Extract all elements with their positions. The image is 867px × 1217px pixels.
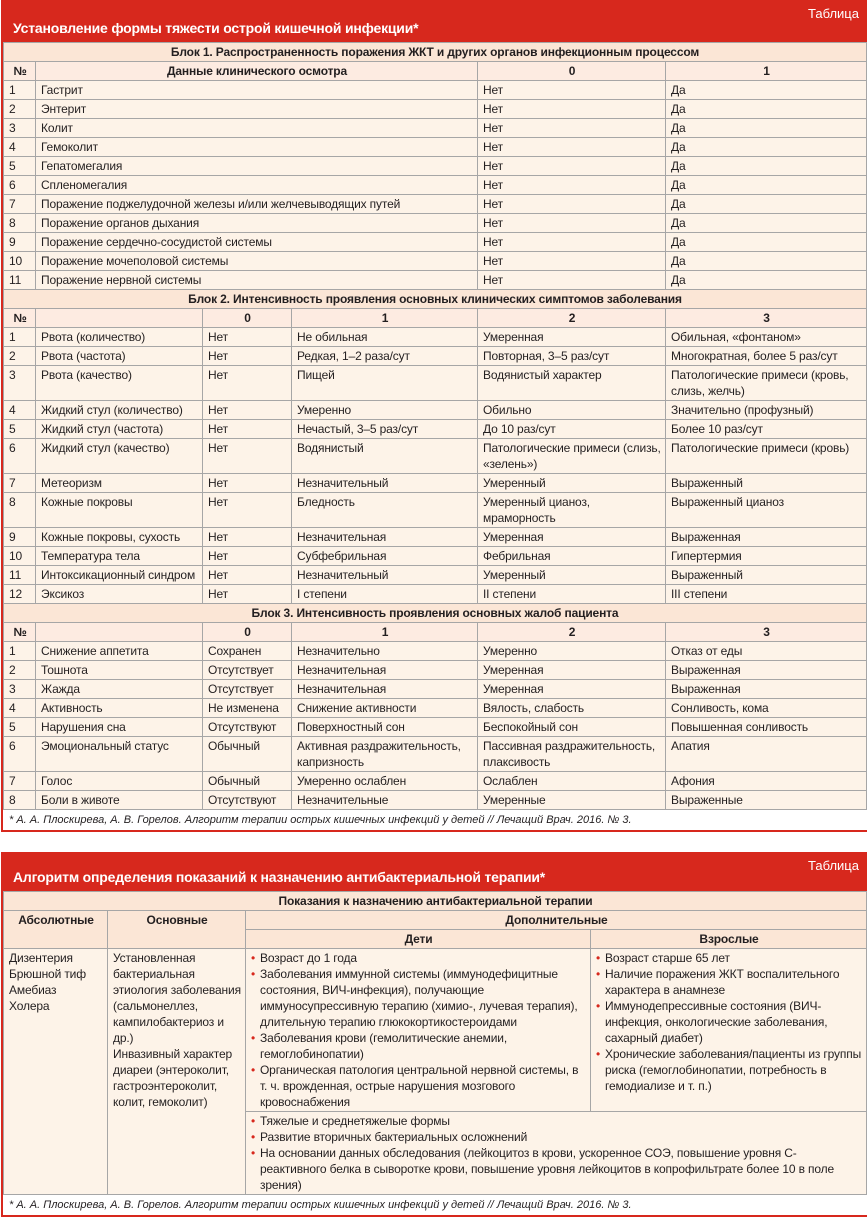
row-value-1: Да	[666, 195, 867, 214]
row-number: 11	[4, 566, 36, 585]
table-row	[4, 119, 867, 138]
table-row	[4, 420, 867, 439]
row-value-0: Нет	[478, 100, 666, 119]
row-value-0: Нет	[478, 233, 666, 252]
row-symptom: Боли в животе	[36, 791, 203, 810]
severity-footnote: * А. А. Плоскирева, А. В. Горелов. Алгоритм терапии острых кишечных инфекций у детей // Лечащий Врач. 2016. № 3.	[3, 810, 867, 830]
row-score-3: Афония	[666, 772, 867, 791]
table-row	[4, 493, 867, 528]
row-number: 6	[4, 439, 36, 474]
row-score-1: I степени	[292, 585, 478, 604]
row-number: 1	[4, 81, 36, 100]
table-row	[4, 138, 867, 157]
row-number: 8	[4, 493, 36, 528]
row-number: 11	[4, 271, 36, 290]
children-indication-item: • Заболевания иммунной системы (иммунодефицитные состояния, ВИЧ-инфекция), получающие иммуносупрессивную терапию (химио-, лучевая терапия), длительную терапию глюкокортикостероидами	[251, 966, 586, 1030]
row-score-3: Выраженная	[666, 680, 867, 699]
row-finding: Гемоколит	[36, 138, 478, 157]
table-row	[4, 547, 867, 566]
table-label: Таблица	[808, 6, 859, 21]
row-symptom: Активность	[36, 699, 203, 718]
row-symptom: Эмоциональный статус	[36, 737, 203, 772]
row-score-2: Повторная, 3–5 раз/сут	[478, 347, 666, 366]
table-row	[4, 642, 867, 661]
common-indication-item: • Развитие вторичных бактериальных осложнений	[251, 1129, 862, 1145]
row-score-3: Патологические примеси (кровь, слизь, желчь)	[666, 366, 867, 401]
row-finding: Поражение органов дыхания	[36, 214, 478, 233]
row-score-1: Умеренно ослаблен	[292, 772, 478, 791]
table-row	[4, 328, 867, 347]
children-column-header: Дети	[246, 930, 591, 949]
block1-header-exam: Данные клинического осмотра	[36, 62, 478, 81]
table-row	[4, 528, 867, 547]
row-score-2: Ослаблен	[478, 772, 666, 791]
block1-header-num: №	[4, 62, 36, 81]
row-finding: Поражение поджелудочной железы и/или желчевыводящих путей	[36, 195, 478, 214]
row-score-2: Вялость, слабость	[478, 699, 666, 718]
absolute-indications: Дизентерия Брюшной тиф Амебиаз Холера	[4, 949, 108, 1195]
table-row	[4, 157, 867, 176]
table-row	[4, 699, 867, 718]
block2-header-4: 2	[478, 309, 666, 328]
adult-indication-item: • Хронические заболевания/пациенты из группы риска (гемоглобинопатии, потребность в гемодиализе и т. п.)	[596, 1046, 862, 1094]
block3-header-5: 3	[666, 623, 867, 642]
row-symptom: Интоксикационный синдром	[36, 566, 203, 585]
row-symptom: Рвота (качество)	[36, 366, 203, 401]
adults-indications	[591, 949, 867, 1112]
row-finding: Поражение сердечно-сосудистой системы	[36, 233, 478, 252]
row-score-1: Незначительная	[292, 680, 478, 699]
table-row	[4, 252, 867, 271]
row-finding: Поражение мочеполовой системы	[36, 252, 478, 271]
row-value-1: Да	[666, 100, 867, 119]
table-row	[4, 214, 867, 233]
row-score-0: Отсутствуют	[203, 791, 292, 810]
row-value-1: Да	[666, 81, 867, 100]
table-row	[4, 791, 867, 810]
table-row	[4, 474, 867, 493]
block3-header-3: 1	[292, 623, 478, 642]
row-score-2: Патологические примеси (слизь, «зелень»)	[478, 439, 666, 474]
row-score-1: Пищей	[292, 366, 478, 401]
row-score-2: Умеренно	[478, 642, 666, 661]
row-value-0: Нет	[478, 195, 666, 214]
row-number: 9	[4, 528, 36, 547]
row-number: 1	[4, 328, 36, 347]
block2-title: Блок 2. Интенсивность проявления основных клинических симптомов заболевания	[4, 290, 867, 309]
row-score-0: Нет	[203, 420, 292, 439]
row-symptom: Жидкий стул (количество)	[36, 401, 203, 420]
row-score-2: До 10 раз/сут	[478, 420, 666, 439]
row-score-3: Более 10 раз/сут	[666, 420, 867, 439]
row-score-0: Отсутствует	[203, 661, 292, 680]
row-finding: Колит	[36, 119, 478, 138]
block2-header-3: 1	[292, 309, 478, 328]
severity-table	[1, 0, 867, 832]
row-value-1: Да	[666, 233, 867, 252]
table-row	[4, 737, 867, 772]
adult-indication-item: • Иммунодепрессивные состояния (ВИЧ-инфекция, онкологические заболевания, сахарный диабет)	[596, 998, 862, 1046]
row-score-3: Гипертермия	[666, 547, 867, 566]
indications-header: Показания к назначению антибактериальной терапии	[4, 892, 867, 911]
row-number: 10	[4, 252, 36, 271]
row-symptom: Нарушения сна	[36, 718, 203, 737]
row-value-0: Нет	[478, 138, 666, 157]
severity-grid	[3, 42, 867, 810]
additional-column-header: Дополнительные	[246, 911, 867, 930]
row-score-0: Нет	[203, 474, 292, 493]
row-score-3: Выраженная	[666, 528, 867, 547]
row-value-1: Да	[666, 176, 867, 195]
row-score-2: Умеренная	[478, 528, 666, 547]
block3-header-0: №	[4, 623, 36, 642]
row-symptom: Метеоризм	[36, 474, 203, 493]
row-symptom: Тошнота	[36, 661, 203, 680]
row-score-3: Выраженные	[666, 791, 867, 810]
row-number: 8	[4, 791, 36, 810]
row-number: 6	[4, 737, 36, 772]
row-score-0: Отсутствует	[203, 680, 292, 699]
row-score-0: Нет	[203, 401, 292, 420]
row-symptom: Снижение аппетита	[36, 642, 203, 661]
table-row	[4, 439, 867, 474]
table-row	[4, 100, 867, 119]
row-number: 5	[4, 157, 36, 176]
row-number: 5	[4, 420, 36, 439]
row-value-0: Нет	[478, 176, 666, 195]
row-number: 7	[4, 474, 36, 493]
row-score-2: Водянистый характер	[478, 366, 666, 401]
table-row	[4, 680, 867, 699]
block1-title-row	[4, 43, 867, 62]
row-finding: Гепатомегалия	[36, 157, 478, 176]
row-score-3: Сонливость, кома	[666, 699, 867, 718]
antibiotic-footnote: * А. А. Плоскирева, А. В. Горелов. Алгоритм терапии острых кишечных инфекций у детей // Лечащий Врач. 2016. № 3.	[3, 1195, 867, 1215]
row-score-3: Патологические примеси (кровь)	[666, 439, 867, 474]
adult-indication-item: • Наличие поражения ЖКТ воспалительного характера в анамнезе	[596, 966, 862, 998]
row-number: 4	[4, 699, 36, 718]
row-number: 8	[4, 214, 36, 233]
row-score-1: Субфебрильная	[292, 547, 478, 566]
row-number: 3	[4, 119, 36, 138]
row-score-0: Нет	[203, 528, 292, 547]
row-finding: Спленомегалия	[36, 176, 478, 195]
row-number: 7	[4, 195, 36, 214]
row-number: 2	[4, 347, 36, 366]
row-score-0: Нет	[203, 493, 292, 528]
row-score-1: Незначительные	[292, 791, 478, 810]
row-symptom: Голос	[36, 772, 203, 791]
row-score-0: Нет	[203, 566, 292, 585]
table-row	[4, 772, 867, 791]
block1-header-1: 1	[666, 62, 867, 81]
children-indications	[246, 949, 591, 1112]
row-score-1: Умеренно	[292, 401, 478, 420]
row-score-1: Активная раздражительность, капризность	[292, 737, 478, 772]
row-score-2: Фебрильная	[478, 547, 666, 566]
adult-indication-item: • Возраст старше 65 лет	[596, 950, 862, 966]
row-score-3: Отказ от еды	[666, 642, 867, 661]
antibiotic-table-title-bar	[3, 854, 867, 891]
row-score-0: Не изменена	[203, 699, 292, 718]
row-score-1: Незначительная	[292, 661, 478, 680]
row-score-0: Отсутствуют	[203, 718, 292, 737]
main-column-header: Основные	[108, 911, 246, 949]
row-finding: Поражение нервной системы	[36, 271, 478, 290]
row-score-1: Незначительно	[292, 642, 478, 661]
table-row	[4, 176, 867, 195]
row-score-3: Выраженный цианоз	[666, 493, 867, 528]
row-number: 12	[4, 585, 36, 604]
table-row	[4, 195, 867, 214]
row-score-3: Выраженный	[666, 474, 867, 493]
block1-title: Блок 1. Распространенность поражения ЖКТ и других органов инфекционным процессом	[4, 43, 867, 62]
block2-header-2: 0	[203, 309, 292, 328]
row-value-1: Да	[666, 138, 867, 157]
block3-title: Блок 3. Интенсивность проявления основных жалоб пациента	[4, 604, 867, 623]
antibiotic-table-title: Алгоритм определения показаний к назначению антибактериальной терапии*	[13, 869, 546, 885]
row-score-0: Нет	[203, 439, 292, 474]
row-score-1: Снижение активности	[292, 699, 478, 718]
row-score-2: Умеренный цианоз, мраморность	[478, 493, 666, 528]
row-score-3: Значительно (профузный)	[666, 401, 867, 420]
row-score-1: Незначительный	[292, 566, 478, 585]
row-finding: Гастрит	[36, 81, 478, 100]
table-row	[4, 661, 867, 680]
row-score-0: Нет	[203, 547, 292, 566]
row-symptom: Жажда	[36, 680, 203, 699]
row-number: 5	[4, 718, 36, 737]
table-row	[4, 566, 867, 585]
row-score-1: Незначительная	[292, 528, 478, 547]
row-score-1: Редкая, 1–2 раза/сут	[292, 347, 478, 366]
block3-header-1	[36, 623, 203, 642]
table-label: Таблица	[808, 858, 859, 873]
row-score-0: Обычный	[203, 772, 292, 791]
block3-header-4: 2	[478, 623, 666, 642]
row-score-0: Нет	[203, 328, 292, 347]
row-value-0: Нет	[478, 252, 666, 271]
antibiotic-grid	[3, 891, 867, 1195]
row-symptom: Рвота (частота)	[36, 347, 203, 366]
row-score-1: Незначительный	[292, 474, 478, 493]
row-value-0: Нет	[478, 271, 666, 290]
block1-header-0: 0	[478, 62, 666, 81]
row-score-1: Не обильная	[292, 328, 478, 347]
row-number: 3	[4, 366, 36, 401]
common-indication-item: • На основании данных обследования (лейкоцитоз в крови, ускоренное СОЭ, повышение уровня С-реактивного белка в сыворотке крови, повышение уровня лейкоцитов в копрофильтрате более 10 в поле зрения)	[251, 1145, 862, 1193]
row-value-1: Да	[666, 252, 867, 271]
row-number: 4	[4, 138, 36, 157]
row-value-1: Да	[666, 214, 867, 233]
row-value-1: Да	[666, 271, 867, 290]
row-symptom: Температура тела	[36, 547, 203, 566]
row-score-2: Беспокойный сон	[478, 718, 666, 737]
row-score-2: Пассивная раздражительность, плаксивость	[478, 737, 666, 772]
table-row	[4, 81, 867, 100]
absolute-column-header: Абсолютные	[4, 911, 108, 949]
block2-title-row	[4, 290, 867, 309]
row-score-2: Умеренная	[478, 680, 666, 699]
row-number: 2	[4, 100, 36, 119]
block2-header-row	[4, 309, 867, 328]
row-score-0: Нет	[203, 366, 292, 401]
row-score-1: Бледность	[292, 493, 478, 528]
row-symptom: Рвота (количество)	[36, 328, 203, 347]
row-score-2: Умеренный	[478, 566, 666, 585]
row-score-0: Нет	[203, 347, 292, 366]
row-number: 7	[4, 772, 36, 791]
row-score-2: II степени	[478, 585, 666, 604]
children-indication-item: • Возраст до 1 года	[251, 950, 586, 966]
adults-column-header: Взрослые	[591, 930, 867, 949]
row-number: 6	[4, 176, 36, 195]
row-score-3: Повышенная сонливость	[666, 718, 867, 737]
row-number: 4	[4, 401, 36, 420]
severity-table-title: Установление формы тяжести острой кишечной инфекции*	[13, 20, 419, 36]
antibiotic-table	[1, 852, 867, 1217]
row-score-3: Выраженная	[666, 661, 867, 680]
block1-header-row	[4, 62, 867, 81]
row-symptom: Кожные покровы	[36, 493, 203, 528]
table-row	[4, 347, 867, 366]
row-score-3: Многократная, более 5 раз/сут	[666, 347, 867, 366]
children-indication-item: • Заболевания крови (гемолитические анемии, гемоглобинопатии)	[251, 1030, 586, 1062]
row-value-0: Нет	[478, 81, 666, 100]
block2-header-5: 3	[666, 309, 867, 328]
row-score-1: Поверхностный сон	[292, 718, 478, 737]
row-value-0: Нет	[478, 157, 666, 176]
block3-title-row	[4, 604, 867, 623]
row-symptom: Жидкий стул (качество)	[36, 439, 203, 474]
row-number: 10	[4, 547, 36, 566]
row-score-3: III степени	[666, 585, 867, 604]
row-number: 3	[4, 680, 36, 699]
block2-header-0: №	[4, 309, 36, 328]
row-finding: Энтерит	[36, 100, 478, 119]
row-value-0: Нет	[478, 119, 666, 138]
row-score-2: Умеренные	[478, 791, 666, 810]
row-value-0: Нет	[478, 214, 666, 233]
row-number: 2	[4, 661, 36, 680]
row-score-2: Умеренная	[478, 328, 666, 347]
common-indication-item: • Тяжелые и среднетяжелые формы	[251, 1113, 862, 1129]
row-score-3: Апатия	[666, 737, 867, 772]
row-score-2: Обильно	[478, 401, 666, 420]
row-value-1: Да	[666, 119, 867, 138]
table-row	[4, 585, 867, 604]
main-indications: Установленная бактериальная этиология заболевания (сальмонеллез, кампилобактериоз и др.) Инвазивный характер диареи (энтероколит, гастроэнтероколит, колит, гемоколит)	[108, 949, 246, 1195]
block3-header-row	[4, 623, 867, 642]
row-symptom: Эксикоз	[36, 585, 203, 604]
row-score-1: Водянистый	[292, 439, 478, 474]
row-score-0: Нет	[203, 585, 292, 604]
row-score-3: Обильная, «фонтаном»	[666, 328, 867, 347]
row-score-2: Умеренный	[478, 474, 666, 493]
row-score-1: Нечастый, 3–5 раз/сут	[292, 420, 478, 439]
table-row	[4, 718, 867, 737]
row-number: 1	[4, 642, 36, 661]
row-score-3: Выраженный	[666, 566, 867, 585]
block2-header-1	[36, 309, 203, 328]
severity-table-title-bar	[3, 2, 867, 42]
table-row	[4, 233, 867, 252]
row-symptom: Жидкий стул (частота)	[36, 420, 203, 439]
table-row	[4, 366, 867, 401]
row-number: 9	[4, 233, 36, 252]
row-score-2: Умеренная	[478, 661, 666, 680]
table-row	[4, 401, 867, 420]
row-score-0: Сохранен	[203, 642, 292, 661]
row-score-0: Обычный	[203, 737, 292, 772]
row-value-1: Да	[666, 157, 867, 176]
block3-header-2: 0	[203, 623, 292, 642]
common-indications	[246, 1112, 867, 1195]
children-indication-item: • Органическая патология центральной нервной системы, в т. ч. врожденная, острые нарушения мозгового кровоснабжения	[251, 1062, 586, 1110]
table-row	[4, 271, 867, 290]
row-symptom: Кожные покровы, сухость	[36, 528, 203, 547]
